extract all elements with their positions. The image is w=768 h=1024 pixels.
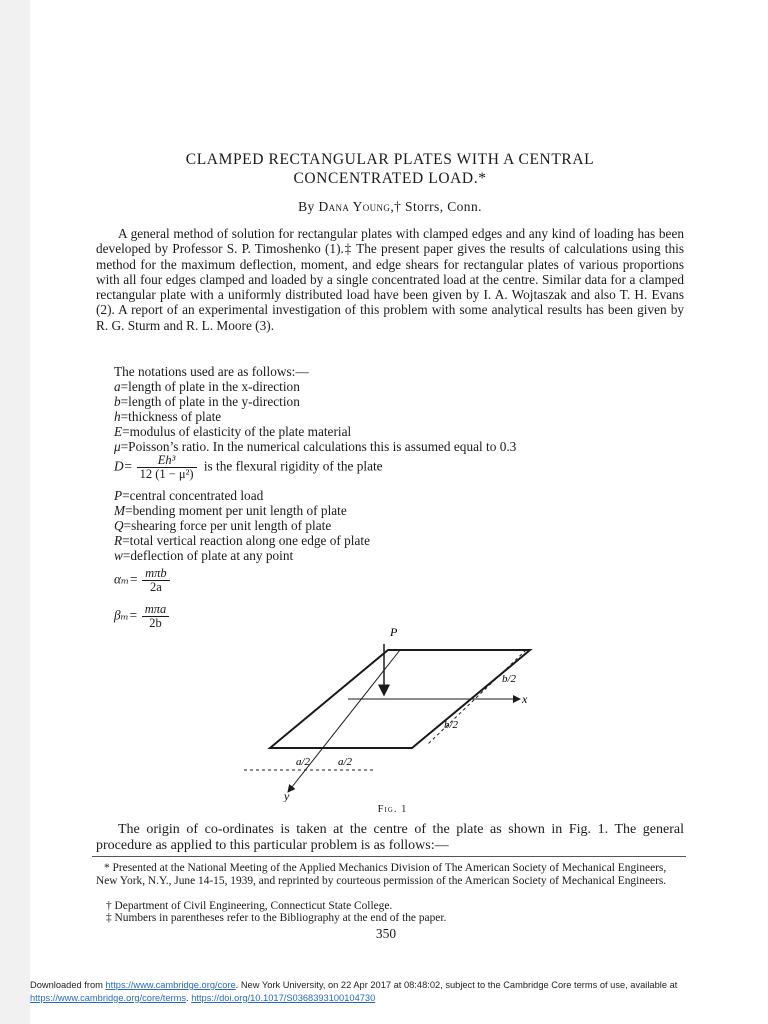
notation-row: b=length of plate in the y-direction [114,394,300,409]
cambridge-core-link[interactable]: https://www.cambridge.org/core [105,980,236,990]
download-notice: Downloaded from https://www.cambridge.org/core. New York University, on 22 Apr 2017 at 08:48:02, subject to the Cambridge Core terms of use, available at https://www.cambridge.org/core/terms. https://doi.org/10.1017/S0368393100104730 [30,980,678,1003]
notation-row: E=modulus of elasticity of the plate material [114,424,352,439]
cambridge-terms-link[interactable]: https://www.cambridge.org/core/terms [30,992,187,1003]
intro-paragraph: A general method of solution for rectangular plates with clamped edges and any kind of loading has been developed by Professor S. P. Timoshenko (1).‡ The present paper gives the results of calculations using this method for the maximum deflection, moment, and edge shears for rectangular plates of various proportions with all four edges clamped and loaded by a single concentrated load at the centre. Similar data for a clamped rectangular plate with a uniformly distributed load have been given by I. A. Wojtaszak and also T. H. Evans (2). A report of an experimental investigation of this problem with some analytical results has been given by R. G. Sturm and R. L. Moore (3). [96,226,684,333]
figure-caption: Fig. 1 [377,804,408,815]
beta-fraction: $\frac{\text{mπa}}{2b}$ [142,603,170,630]
label-b-half: b/2 [502,673,517,685]
paper-title-line2: CONCENTRATED LOAD.* [293,170,487,187]
footnote-numbers: ‡ Numbers in parentheses refer to the Bibliography at the end of the paper. [106,912,447,924]
y-axis [288,650,400,792]
rigidity-row: D= $\frac{\text{Eh³}}{\text{12 (1 − μ²)}}$ is the flexural rigidity of the plate [114,453,383,481]
alpha-fraction: $\frac{\text{mπb}}{2a}$ [142,567,170,594]
notation-row: μ=Poisson’s ratio. In the numerical calculations this is assumed equal to 0.3 [114,439,517,454]
footnote-presented: * Presented at the National Meeting of the Applied Mechanics Division of The American Society of Mechanical Engineers, New York, N.Y., June 14-15, 1939, and reprinted by courteous permission of the American Society of Mechanical Engineers. [96,862,667,887]
label-b-half: b/2 [444,719,459,731]
paper-title-line1: CLAMPED RECTANGULAR PLATES WITH A CENTRAL [185,151,595,168]
beta-row: βₘ= $\frac{\text{mπa}}{2b}$ [114,603,694,637]
label-x: x [522,692,528,706]
page-number: 350 [375,926,397,941]
notations-intro: The notations used are as follows:— [114,364,309,379]
notation-row: a=length of plate in the x-direction [114,379,300,394]
b-dimension-line [428,650,526,744]
notations-block [114,364,694,637]
alpha-row: αₘ= $\frac{\text{mπb}}{2a}$ [114,563,694,603]
label-a-half: a/2 [338,756,353,768]
notation-row: h=thickness of plate [114,409,222,424]
author-dagger: † [394,199,402,214]
after-figure-paragraph: The origin of co-ordinates is taken at the centre of the plate as shown in Fig. 1. The general procedure as applied to this particular problem is as follows:— [96,822,684,853]
byline [0,199,768,215]
footnote-rule [92,856,686,857]
author-name: Dana Young, [318,199,395,214]
notation-row: w=deflection of plate at any point [114,548,294,563]
notation-row: R=total vertical reaction along one edge of plate [114,533,370,548]
author-place: Storrs, Conn. [401,199,482,214]
label-a-half: a/2 [296,756,311,768]
doi-link[interactable]: https://doi.org/10.1017/S0368393100104730 [191,992,376,1003]
notation-row: M=bending moment per unit length of plate [114,503,347,518]
figure-plate-diagram [230,622,550,802]
label-y: y [284,789,290,802]
footnote-department: † Department of Civil Engineering, Connecticut State College. [106,900,393,912]
rigidity-fraction: $\frac{\text{Eh³}}{\text{12 (1 − μ²)}}$ [137,454,197,481]
notation-row: P=central concentrated load [114,488,264,503]
notation-row: Q=shearing force per unit length of plate [114,518,332,533]
byline-by: By [298,199,315,214]
label-P: P [390,625,398,639]
